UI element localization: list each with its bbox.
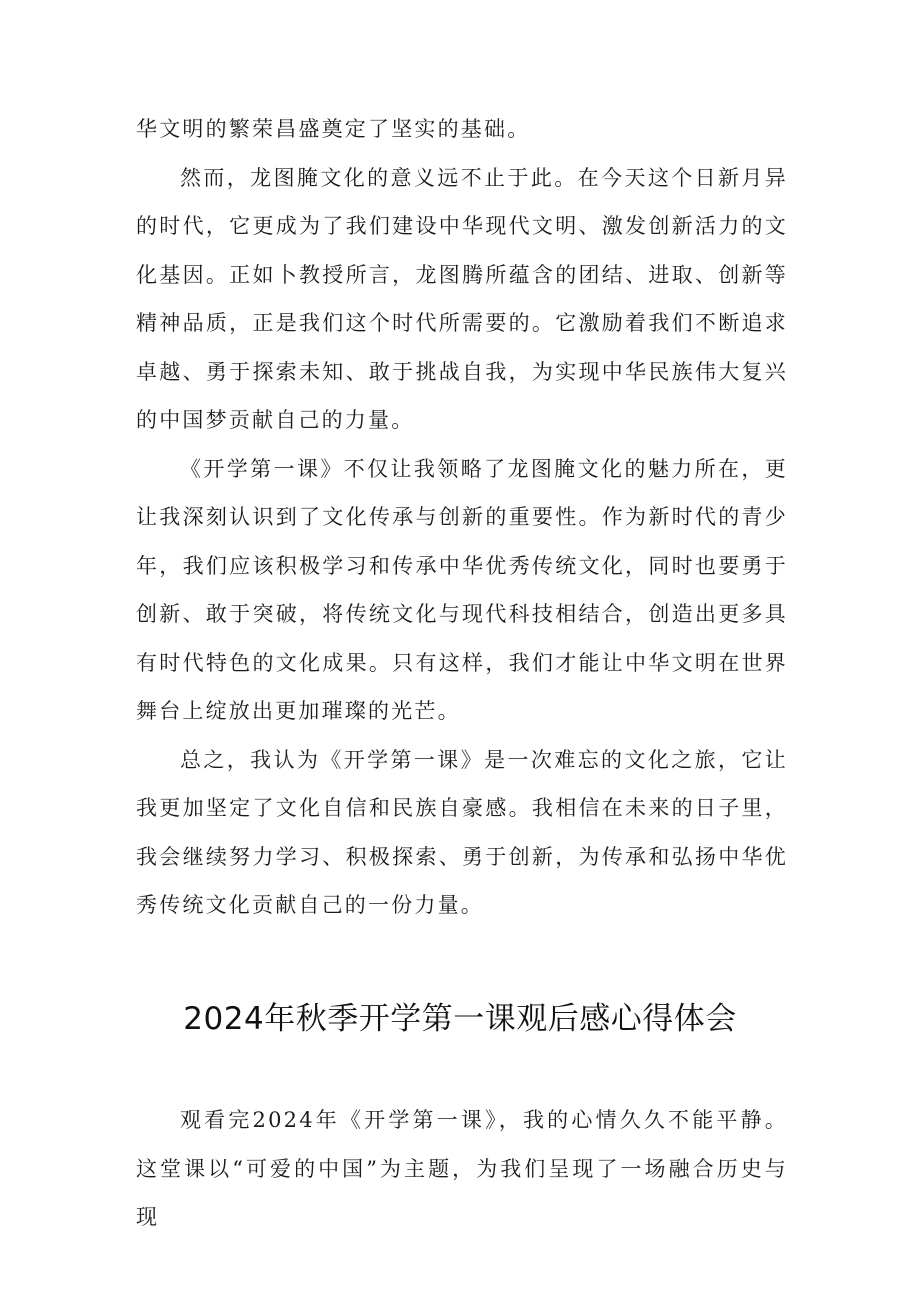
paragraph: 《开学第一课》不仅让我领略了龙图腌文化的魅力所在，更让我深刻认识到了文化传承与创新的重要性。作为新时代的青少年，我们应该积极学习和传承中华优秀传统文化，同时也要勇于创新、敢于突破，将传统文化与现代科技相结合，创造出更多具有时代特色的文化成果。只有这样，我们才能让中华文明在世界舞台上绽放出更加璀璨的光芒。 [136,456,788,723]
next-article-body [136,1096,788,1242]
paragraph: 观看完2024年《开学第一课》，我的心情久久不能平静。这堂课以“可爱的中国”为主题，为我们呈现了一场融合历史与现 [136,1108,788,1229]
paragraph-continuation: 华文明的繁荣昌盛奠定了坚实的基础。 [136,117,531,141]
paragraph: 然而，龙图腌文化的意义远不止于此。在今天这个日新月异的时代，它更成为了我们建设中华现代文明、激发创新活力的文化基因。正如卜教授所言，龙图腾所蕴含的团结、进取、创新等精神品质，正是我们这个时代所需要的。它激励着我们不断追求卓越、勇于探索未知、敢于挑战自我，为实现中华民族伟大复兴的中国梦贡献自己的力量。 [136,165,788,432]
article-body [136,105,788,930]
paragraph: 总之，我认为《开学第一课》是一次难忘的文化之旅，它让我更加坚定了文化自信和民族自豪感。我相信在未来的日子里，我会继续努力学习、积极探索、勇于创新，为传承和弘扬中华优秀传统文化贡献自己的一份力量。 [136,747,788,917]
article-title: 2024年秋季开学第一课观后感心得体会 [183,1001,737,1037]
